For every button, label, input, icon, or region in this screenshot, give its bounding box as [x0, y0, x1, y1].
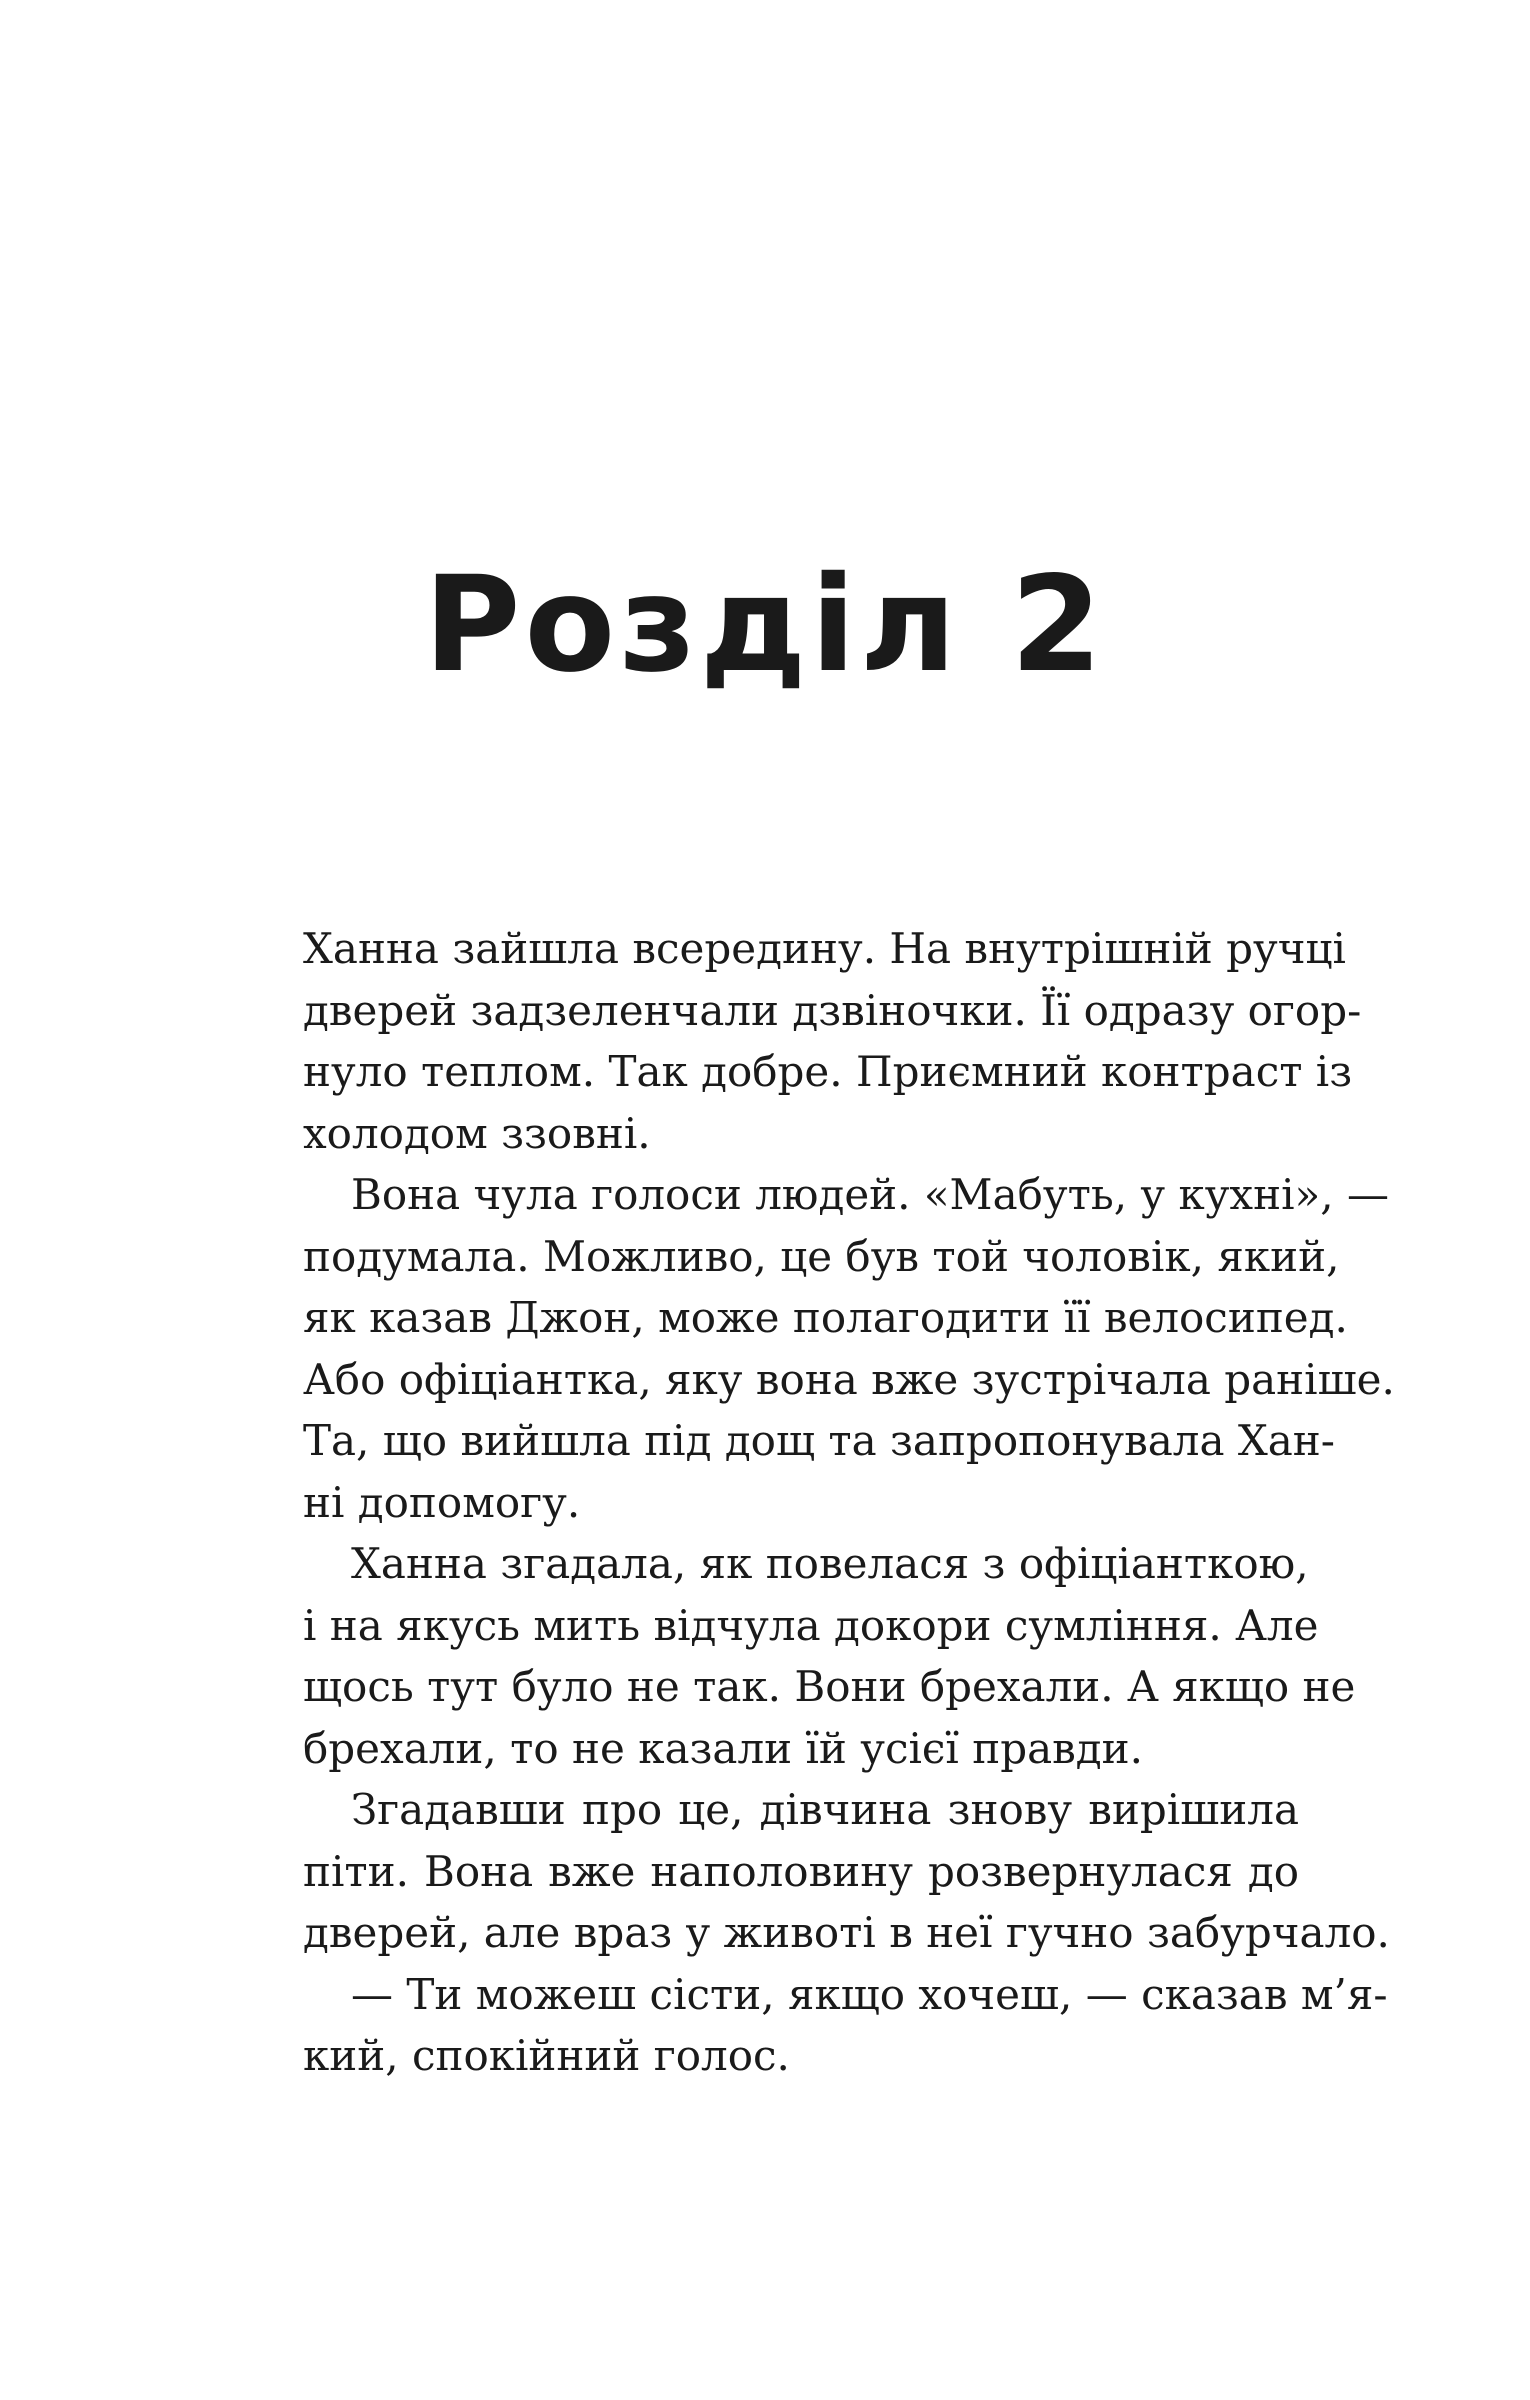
paragraph-1 — [303, 918, 1362, 1164]
text-line: нуло теплом. Так добре. Приємний контраст із — [303, 1047, 1353, 1096]
text-line: холодом ззовні. — [303, 1108, 651, 1158]
text-line: брехали, то не казали їй усієї правди. — [303, 1723, 1143, 1773]
text-line: Вона чула голоси людей. «Мабуть, у кухні», — — [351, 1170, 1389, 1219]
text-line: щось тут було не так. Вони брехали. А якщо не — [303, 1662, 1356, 1711]
paragraph-3 — [303, 1533, 1356, 1779]
text-line: Та, що вийшла під дощ та запропонувала Хан- — [303, 1416, 1335, 1465]
body-text — [303, 918, 1395, 2087]
text-line: дверей, але враз у животі в неї гучно забурчало. — [303, 1908, 1390, 1957]
paragraph-2 — [303, 1164, 1395, 1533]
text-line: піти. Вона вже наполовину розвернулася до — [303, 1846, 1299, 1896]
text-line: як казав Джон, може полагодити її велосипед. — [303, 1293, 1348, 1342]
text-line: Або офіціантка, яку вона вже зустрічала раніше. — [303, 1354, 1395, 1404]
chapter-title: Розділ 2 — [423, 548, 1107, 702]
paragraph-4 — [303, 1779, 1390, 1964]
text-line: дверей задзеленчали дзвіночки. Її одразу огор- — [303, 985, 1362, 1035]
paragraph-5 — [303, 1964, 1388, 2087]
text-line: Згадавши про це, дівчина знову вирішила — [351, 1785, 1299, 1834]
text-line: кий, спокійний голос. — [303, 2031, 790, 2080]
text-line: ні допомогу. — [303, 1477, 581, 1527]
text-line: подумала. Можливо, це був той чоловік, який, — [303, 1231, 1340, 1281]
text-line: — Ти можеш сісти, якщо хочеш, — сказав м’я- — [351, 1969, 1388, 2019]
text-line: Ханна зайшла всередину. На внутрішній ручці — [303, 924, 1346, 973]
text-line: і на якусь мить відчула докори сумління. Але — [303, 1600, 1319, 1650]
text-line: Ханна згадала, як повелася з офіціанткою, — [351, 1539, 1309, 1588]
